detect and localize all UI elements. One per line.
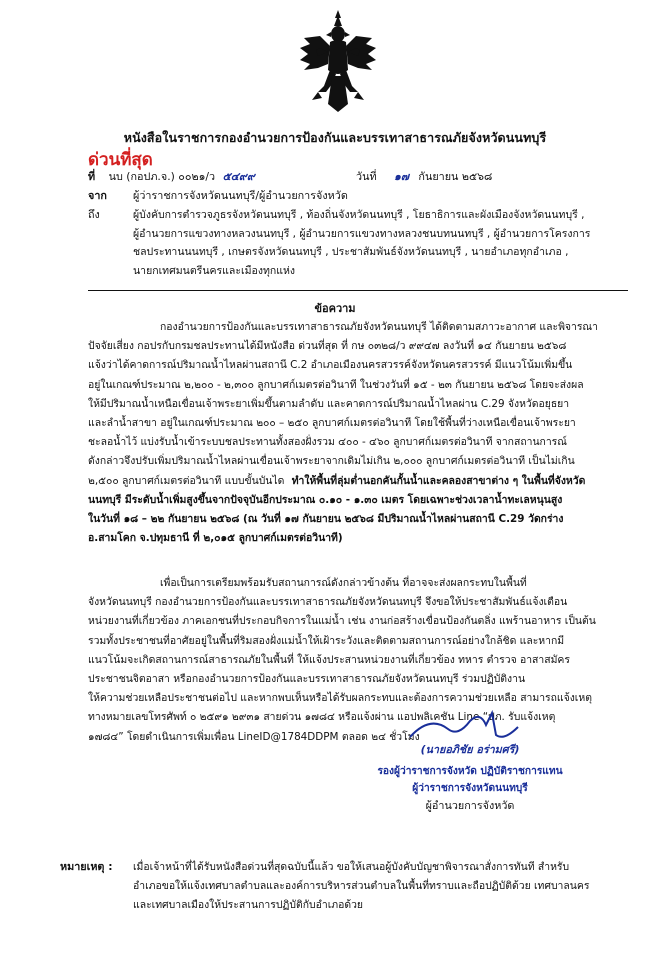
paragraph-line: จังหวัดนนทบุรี กองอำนวยการป้องกันและบรรเทาสาธารณภัยจังหวัดนนทบุรี จึงขอให้ประชาสัมพันธ์แจ้งเตือน: [88, 596, 568, 609]
document-title: หนังสือในราชการกองอำนวยการป้องกันและบรรเทาสาธารณภัยจังหวัดนนทบุรี: [123, 130, 547, 145]
paragraph-line: แจ้งว่าได้คาดการณ์ปริมาณน้ำไหลผ่านสถานี C.2 อำเภอเมืองนครสวรรค์จังหวัดนครสวรรค์ มีแนวโน้มเพิ่มขึ้น: [88, 359, 573, 372]
paragraph-segment-bold: ทำให้พื้นที่ลุ่มต่ำนอกคันกั้นน้ำและคลองสาขาต่าง ๆ ในพื้นที่จังหวัด: [291, 474, 586, 487]
from-label: จาก: [88, 189, 107, 202]
paragraph-line: และลำน้ำสาขา อยู่ในเกณฑ์ประมาณ ๒๐๐ – ๒๕๐ ลูกบาศก์เมตรต่อวินาที โดยใช้พื้นที่ว่างเหนือเขื่อนเจ้าพระยา: [88, 417, 576, 430]
date-month-year: กันยายน ๒๕๖๘: [418, 170, 493, 183]
signer-position-1: รองผู้ว่าราชการจังหวัด ปฏิบัติราชการแทน: [377, 766, 563, 777]
recipient-list: [133, 206, 629, 280]
paragraph-line: ให้ความช่วยเหลือประชาชนต่อไป และหากพบเห็นหรือได้รับผลกระทบและต้องการความช่วยเหลือ สามารถแจ้งเหตุ: [88, 692, 592, 705]
paragraph-line: เพื่อเป็นการเตรียมพร้อมรับสถานการณ์ดังกล่าวข้างต้น ที่อาจจะส่งผลกระทบในพื้นที่: [160, 577, 527, 589]
reference-line: [88, 168, 255, 185]
paragraph-line: แนวโน้มจะเกิดสถานการณ์สาธารณภัยในพื้นที่ ให้แจ้งประสานหน่วยงานที่เกี่ยวข้อง ทหาร ตำรวจ อาสาสมัคร: [88, 653, 570, 666]
paragraph-line: ทางหมายเลขโทรศัพท์ ๐ ๒๕๙๑ ๒๙๓๑ สายด่วน ๑๗๘๔ หรือแจ้งผ่าน แอปพลิเคชัน Line “ปภ. รับแจ้งเหตุ: [88, 711, 556, 724]
from-line: [88, 187, 348, 204]
paragraph-1: [88, 318, 628, 548]
note-line: อำเภอขอให้แจ้งเทศบาลตำบลและองค์การบริหารส่วนตำบลในพื้นที่ทราบและถือปฏิบัติด้วย เทศบาลนคร: [133, 880, 590, 892]
note-line: และเทศบาลเมืองให้ประสานการปฏิบัติกับอำเภอด้วย: [133, 899, 364, 911]
signer-name: (นายอภิชัย อร่ามศรี): [420, 743, 520, 756]
signer-position-2: ผู้ว่าราชการจังหวัดนนทบุรี: [412, 783, 528, 794]
paragraph-line: ให้มีปริมาณน้ำเหนือเขื่อนเจ้าพระยาเพิ่มขึ้นตามลำดับ และคาดการณ์ปริมาณน้ำไหลผ่าน C.29 จังหวัดอยุธยา: [88, 397, 570, 410]
paragraph-line: ประชาชนจิตอาสา หรือกองอำนวยการป้องกันและบรรเทาสาธารณภัยจังหวัดนนทบุรี ร่วมปฏิบัติงาน: [88, 673, 526, 686]
paragraph-line-bold: นนทบุรี มีระดับน้ำเพิ่มสูงขึ้นจากปัจจุบันอีกประมาณ ๐.๑๐ - ๑.๓๐ เมตร โดยเฉพาะช่วงเวลาน้ำทะเลหนุนสูง: [88, 493, 563, 506]
paragraph-line: ดังกล่าวจึงปรับเพิ่มปริมาณน้ำไหลผ่านเขื่อนเจ้าพระยาจากเดิมไม่เกิน ๒,๐๐๐ ลูกบาศก์เมตรต่อวินาที เป็นไม่เกิน: [88, 455, 575, 468]
urgency-label: ด่วนที่สุด: [88, 150, 153, 170]
signer-position-3: ผู้อำนวยการจังหวัด: [425, 799, 515, 812]
paragraph-line: อยู่ในเกณฑ์ประมาณ ๒,๒๐๐ - ๒,๓๐๐ ลูกบาศก์เมตรต่อวินาที ในช่วงวันที่ ๑๕ - ๒๓ กันยายน ๒๕๖๘ โดยจะส่งผล: [88, 378, 584, 391]
divider: [88, 290, 628, 291]
date-line: [356, 168, 492, 185]
date-label: วันที่: [356, 170, 377, 183]
to-label: ถึง: [88, 208, 100, 221]
paragraph-line: [88, 472, 628, 491]
ref-number: ๕๔๙๙: [222, 170, 255, 183]
paragraph-line: กองอำนวยการป้องกันและบรรเทาสาธารณภัยจังหวัดนนทบุรี ได้ติดตามสภาวะอากาศ และพิจารณา: [160, 321, 598, 333]
from-value: ผู้ว่าราชการจังหวัดนนทบุรี/ผู้อำนวยการจังหวัด: [133, 189, 348, 202]
recipient-line: ผู้อำนวยการแขวงทางหลวงนนทบุรี , ผู้อำนวยการแขวงทางหลวงชนบทนนทบุรี , ผู้อำนวยการโครงการ: [133, 227, 591, 240]
message-heading: ข้อความ: [314, 302, 356, 315]
paragraph-line: ชะลอน้ำไว้ แบ่งรับน้ำเข้าระบบชลประทานทั้งสองฝั่งรวม ๔๐๐ - ๔๖๐ ลูกบาศก์เมตรต่อวินาที จากสถานการณ์: [88, 436, 567, 449]
garuda-emblem-icon: [298, 8, 378, 114]
paragraph-line: ๑๗๘๔” โดยดำเนินการเพิ่มเพื่อน LineID@1784DDPM ตลอด ๒๔ ชั่วโมง: [88, 730, 420, 743]
ref-value: นบ (กอปภ.จ.) ๐๐๒๑/ว: [108, 170, 216, 183]
recipient-line: ผู้บังคับการตำรวจภูธรจังหวัดนนทบุรี , ท้องถิ่นจังหวัดนนทบุรี , โยธาธิการและผังเมืองจังหวัดนนทบุรี ,: [133, 209, 585, 221]
note-body: [133, 858, 628, 915]
note-line: เมื่อเจ้าหน้าที่ได้รับหนังสือด่วนที่สุดฉบับนี้แล้ว ขอให้เสนอผู้บังคับบัญชาพิจารณาสั่งการทันที สำหรับ: [133, 861, 570, 873]
paragraph-segment: ๒,๕๐๐ ลูกบาศก์เมตรต่อวินาที แบบขั้นบันได: [88, 474, 285, 487]
recipient-line: ชลประทานนนทบุรี , เกษตรจังหวัดนนทบุรี , ประชาสัมพันธ์จังหวัดนนทบุรี , นายอำเภอทุกอำเภอ ,: [133, 246, 569, 259]
signature-block: [340, 707, 600, 847]
paragraph-line-bold: อ.สามโคก จ.ปทุมธานี ที่ ๒,๐๑๕ ลูกบาศก์เมตรต่อวินาที): [88, 532, 343, 545]
paragraph-line: ปัจจัยเสี่ยง กอปรกับกรมชลประทานได้มีหนังสือ ด่วนที่สุด ที่ กษ ๐๓๒๘/ว ๙๙๔๗ ลงวันที่ ๑๔ กันยายน ๒๕๖๘: [88, 340, 567, 353]
paragraph-line: หน่วยงานที่เกี่ยวข้อง ภาคเอกชนที่ประกอบกิจการในแม่น้ำ เช่น งานก่อสร้างเขื่อนป้องกันตลิ่ง แพร้านอาหาร เป็นต้น: [88, 615, 596, 628]
date-day: ๑๗: [394, 170, 409, 183]
paragraph-line: รวมทั้งประชาชนที่อาศัยอยู่ในพื้นที่ริมสองฝั่งแม่น้ำให้เฝ้าระวังและติดตามสถานการณ์อย่างใกล้ชิด และหากมี: [88, 634, 565, 647]
ref-label: ที่: [88, 170, 96, 183]
paragraph-line-bold: ในวันที่ ๑๘ – ๒๒ กันยายน ๒๕๖๘ (ณ วันที่ ๑๗ กันยายน ๒๕๖๘ มีปริมาณน้ำไหลผ่านสถานี C.29 วัดกร่าง: [88, 513, 564, 526]
note-label: หมายเหตุ :: [60, 860, 113, 873]
recipient-line: นายกเทศมนตรีนครและเมืองทุกแห่ง: [133, 264, 296, 277]
